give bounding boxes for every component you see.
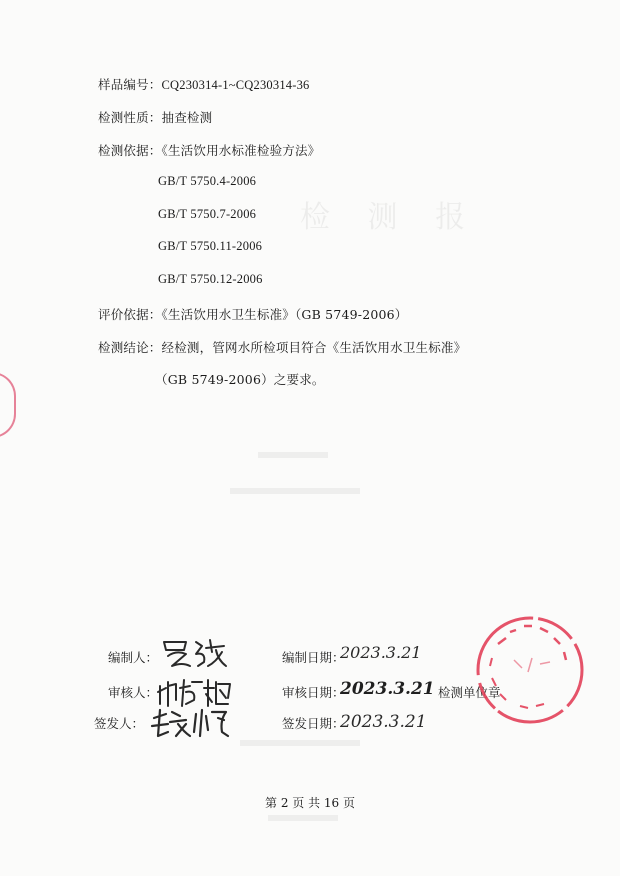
test-nature-label: 检测性质：	[98, 110, 162, 125]
test-nature-value: 抽查检测	[161, 110, 213, 125]
standard-item: GB/T 5750.11-2006	[158, 239, 263, 253]
test-nature-line	[98, 108, 212, 126]
conclusion-continuation: （GB 5749-2006）之要求。	[155, 372, 325, 387]
evaluation-label: 评价依据：	[98, 307, 162, 322]
conclusion-line	[98, 338, 466, 356]
official-seal-stamp	[470, 610, 590, 730]
preparer-label: 编制人：	[108, 650, 159, 665]
testing-unit-label: 检测单位章	[438, 685, 501, 700]
conclusion-text: 经检测，管网水所检项目符合《生活饮用水卫生标准》	[161, 340, 467, 355]
standard-item: GB/T 5750.12-2006	[158, 272, 263, 286]
bleed-through-watermark: 检 测 报	[300, 200, 480, 235]
approver-label: 签发人：	[94, 716, 145, 731]
issue-date-text: 2023.3.21	[340, 712, 427, 732]
review-date-text: 2023.3.21	[340, 679, 435, 699]
evaluation-value: 《生活饮用水卫生标准》（GB 5749-2006）	[161, 307, 408, 322]
reviewer-signature	[156, 676, 236, 710]
evaluation-line	[98, 305, 408, 323]
preparer-signature	[160, 636, 230, 670]
issue-date-label: 签发日期：	[282, 716, 345, 731]
page-number: 第 2 页 共 16 页	[265, 796, 355, 810]
test-basis-value: 《生活饮用水标准检验方法》	[161, 143, 321, 158]
sample-number-label: 样品编号：	[98, 77, 162, 92]
prep-date-text: 2023.3.21	[340, 643, 422, 662]
sample-number-line	[98, 75, 309, 93]
sample-number-value: CQ230314-1~CQ230314-36	[161, 78, 310, 92]
standard-item: GB/T 5750.4-2006	[158, 174, 257, 188]
left-edge-seal-fragment	[0, 372, 16, 438]
prep-date-label: 编制日期：	[282, 650, 345, 665]
approver-signature	[150, 706, 230, 740]
test-basis-line	[98, 141, 320, 159]
standard-item: GB/T 5750.7-2006	[158, 207, 257, 221]
prep-date-handwritten	[340, 640, 420, 664]
conclusion-label: 检测结论：	[98, 340, 162, 355]
review-date-label: 审核日期：	[282, 685, 345, 700]
review-date-handwritten	[340, 674, 435, 700]
issue-date-handwritten	[340, 707, 427, 733]
test-basis-label: 检测依据：	[98, 143, 162, 158]
reviewer-label: 审核人：	[108, 685, 159, 700]
